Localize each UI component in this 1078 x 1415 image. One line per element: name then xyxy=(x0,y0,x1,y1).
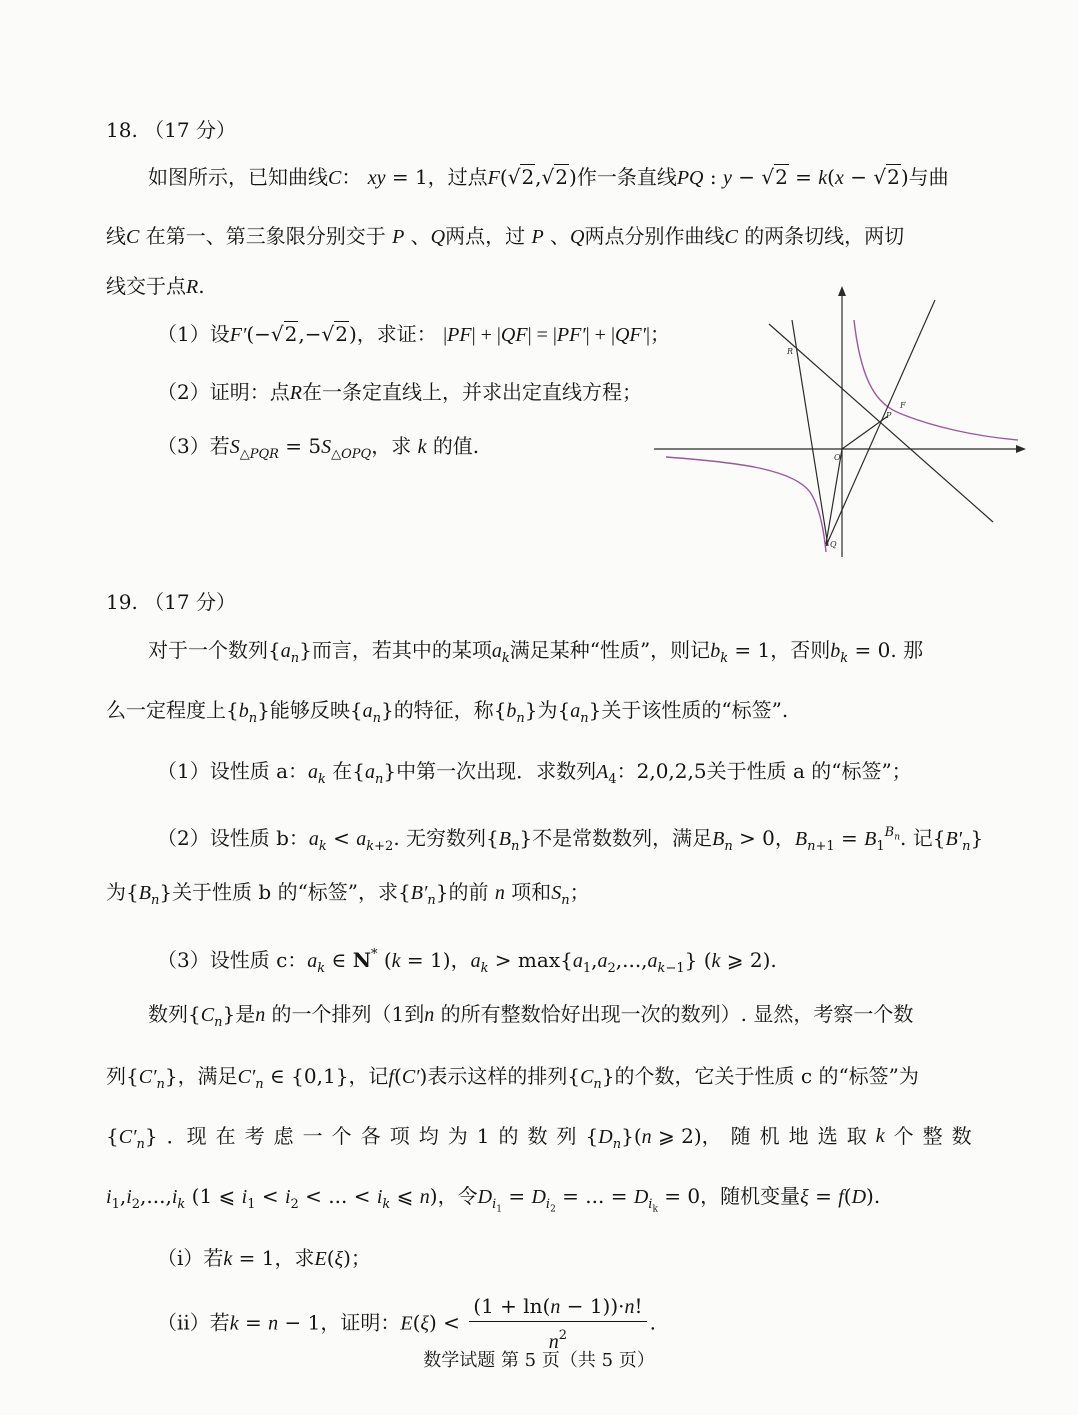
q18-header xyxy=(106,116,236,144)
label-o: O xyxy=(834,453,841,462)
q19-c-line4: $i_1,i_2,...,i_k$ (1 ⩽ $i_1 < i_2$ < ... < $i_k$ ⩽ n)，令$D_{i_1} = D_{i_2}$ = ... = $D_{i_k} = 0$，随机变量ξ = f(D). xyxy=(106,1184,881,1215)
q19-part2-line1: （2）设性质 b：$a_k < a_{k+2}$. 无穷数列$\{B_n\}$不是常数数列，满足$B_n > 0$，$B_{n+1} = B_1^{B_n}$. 记$\{B'_n\}$ xyxy=(157,825,984,854)
q19-line2: 么一定程度上$\{b_n\}$能够反映$\{a_n\}$的特征，称$\{b_n\}$为$\{a_n\}$关于该性质的“标签”. xyxy=(106,698,789,726)
label-q: Q xyxy=(830,540,837,549)
q19-part3: （3）设性质 c：$a_k$ ∈ N* (k = 1)，$a_k > \max\{a_1,a_2,...,a_{k-1}\}$ (k ⩾ 2). xyxy=(157,947,777,976)
q18-intro-line1: 如图所示，已知曲线C： xy = 1，过点F(√2,√2)作一条直线PQ : y − √2 = k(x − √2)与曲 xyxy=(148,165,949,189)
tangent-q xyxy=(792,320,828,546)
segment-op xyxy=(842,416,888,449)
q18-intro-line2: 线C 在第一、第三象限分别交于 P 、Q两点，过 P 、Q两点分别作曲线C 的两条切线，两切 xyxy=(106,224,905,248)
hyperbola-branch-q1 xyxy=(854,320,1018,440)
q19-number: 19. xyxy=(106,590,138,614)
q18-figure xyxy=(652,282,1028,560)
q19-sub-ii: （ii）若k = n − 1，证明：E(ξ) < $\frac{(1 + \ln(n - 1))\cdot n!}{n^2}$ . xyxy=(157,1294,656,1353)
fraction: $\frac{(1 + \ln(n - 1))\cdot n!}{n^2}$ xyxy=(469,1294,646,1354)
q19-c-line3: $\{C'_n\}$ ．现 在 考 虑 一 个 各 项 均 为 1 的 数 列 $\{D_n\}(n$ ⩾ 2)， 随 机 地 选 取 k 个 整 数 xyxy=(106,1124,972,1152)
page-footer: 数学试题 第 5 页（共 5 页） xyxy=(423,1350,655,1371)
q19-part1: （1）设性质 a：$a_k$ 在$\{a_n\}$中第一次出现．求数列$A_4$：2,0,2,5关于性质 a 的“标签”； xyxy=(157,759,912,787)
q19-sub-i: （i）若k = 1，求E(ξ)； xyxy=(157,1246,371,1270)
q19-c-line2: 列$\{C'_n\}$，满足$C'_n$ ∈ {0,1}，记f(C′)表示这样的排列$\{C_n\}$的个数，它关于性质 c 的“标签”为 xyxy=(106,1064,919,1092)
q19-line1: 对于一个数列$\{a_n\}$而言，若其中的某项$a_k$满足某种“性质”，则记$b_k = 1$，否则$b_k = 0$. 那 xyxy=(148,638,924,666)
q18-part2: （2）证明：点R在一条定直线上，并求出定直线方程； xyxy=(157,380,642,404)
q19-score: （17 分） xyxy=(144,590,236,614)
q18-part3: （3）若$S_{\triangle PQR} = 5S_{\triangle OPQ}$，求 k 的值. xyxy=(157,434,480,462)
q18-part1: （1）设F′(−√2,−√2)，求证： |PF| + |QF| = |PF′| + |QF′|； xyxy=(157,322,671,346)
label-r: R xyxy=(787,347,794,356)
segment-oq xyxy=(826,449,842,544)
q19-c-line1: 数列$\{C_n\}$是n 的一个排列（1到n 的所有整数恰好出现一次的数列）. 显然，考察一个数 xyxy=(148,1002,914,1030)
x-axis-arrow xyxy=(1016,445,1026,453)
q18-intro-line3: 线交于点R. xyxy=(106,274,205,298)
label-p: P xyxy=(886,411,892,420)
hyperbola-branch-q3 xyxy=(666,457,826,552)
q19-header xyxy=(106,588,236,616)
label-f: F xyxy=(900,401,906,410)
y-axis-arrow xyxy=(838,286,846,296)
q18-score: （17 分） xyxy=(144,118,236,142)
q18-number: 18. xyxy=(106,118,138,142)
q19-part2-line2: 为$\{B_n\}$关于性质 b 的“标签”，求$\{B'_n\}$的前 n 项和$S_n$； xyxy=(106,880,590,908)
